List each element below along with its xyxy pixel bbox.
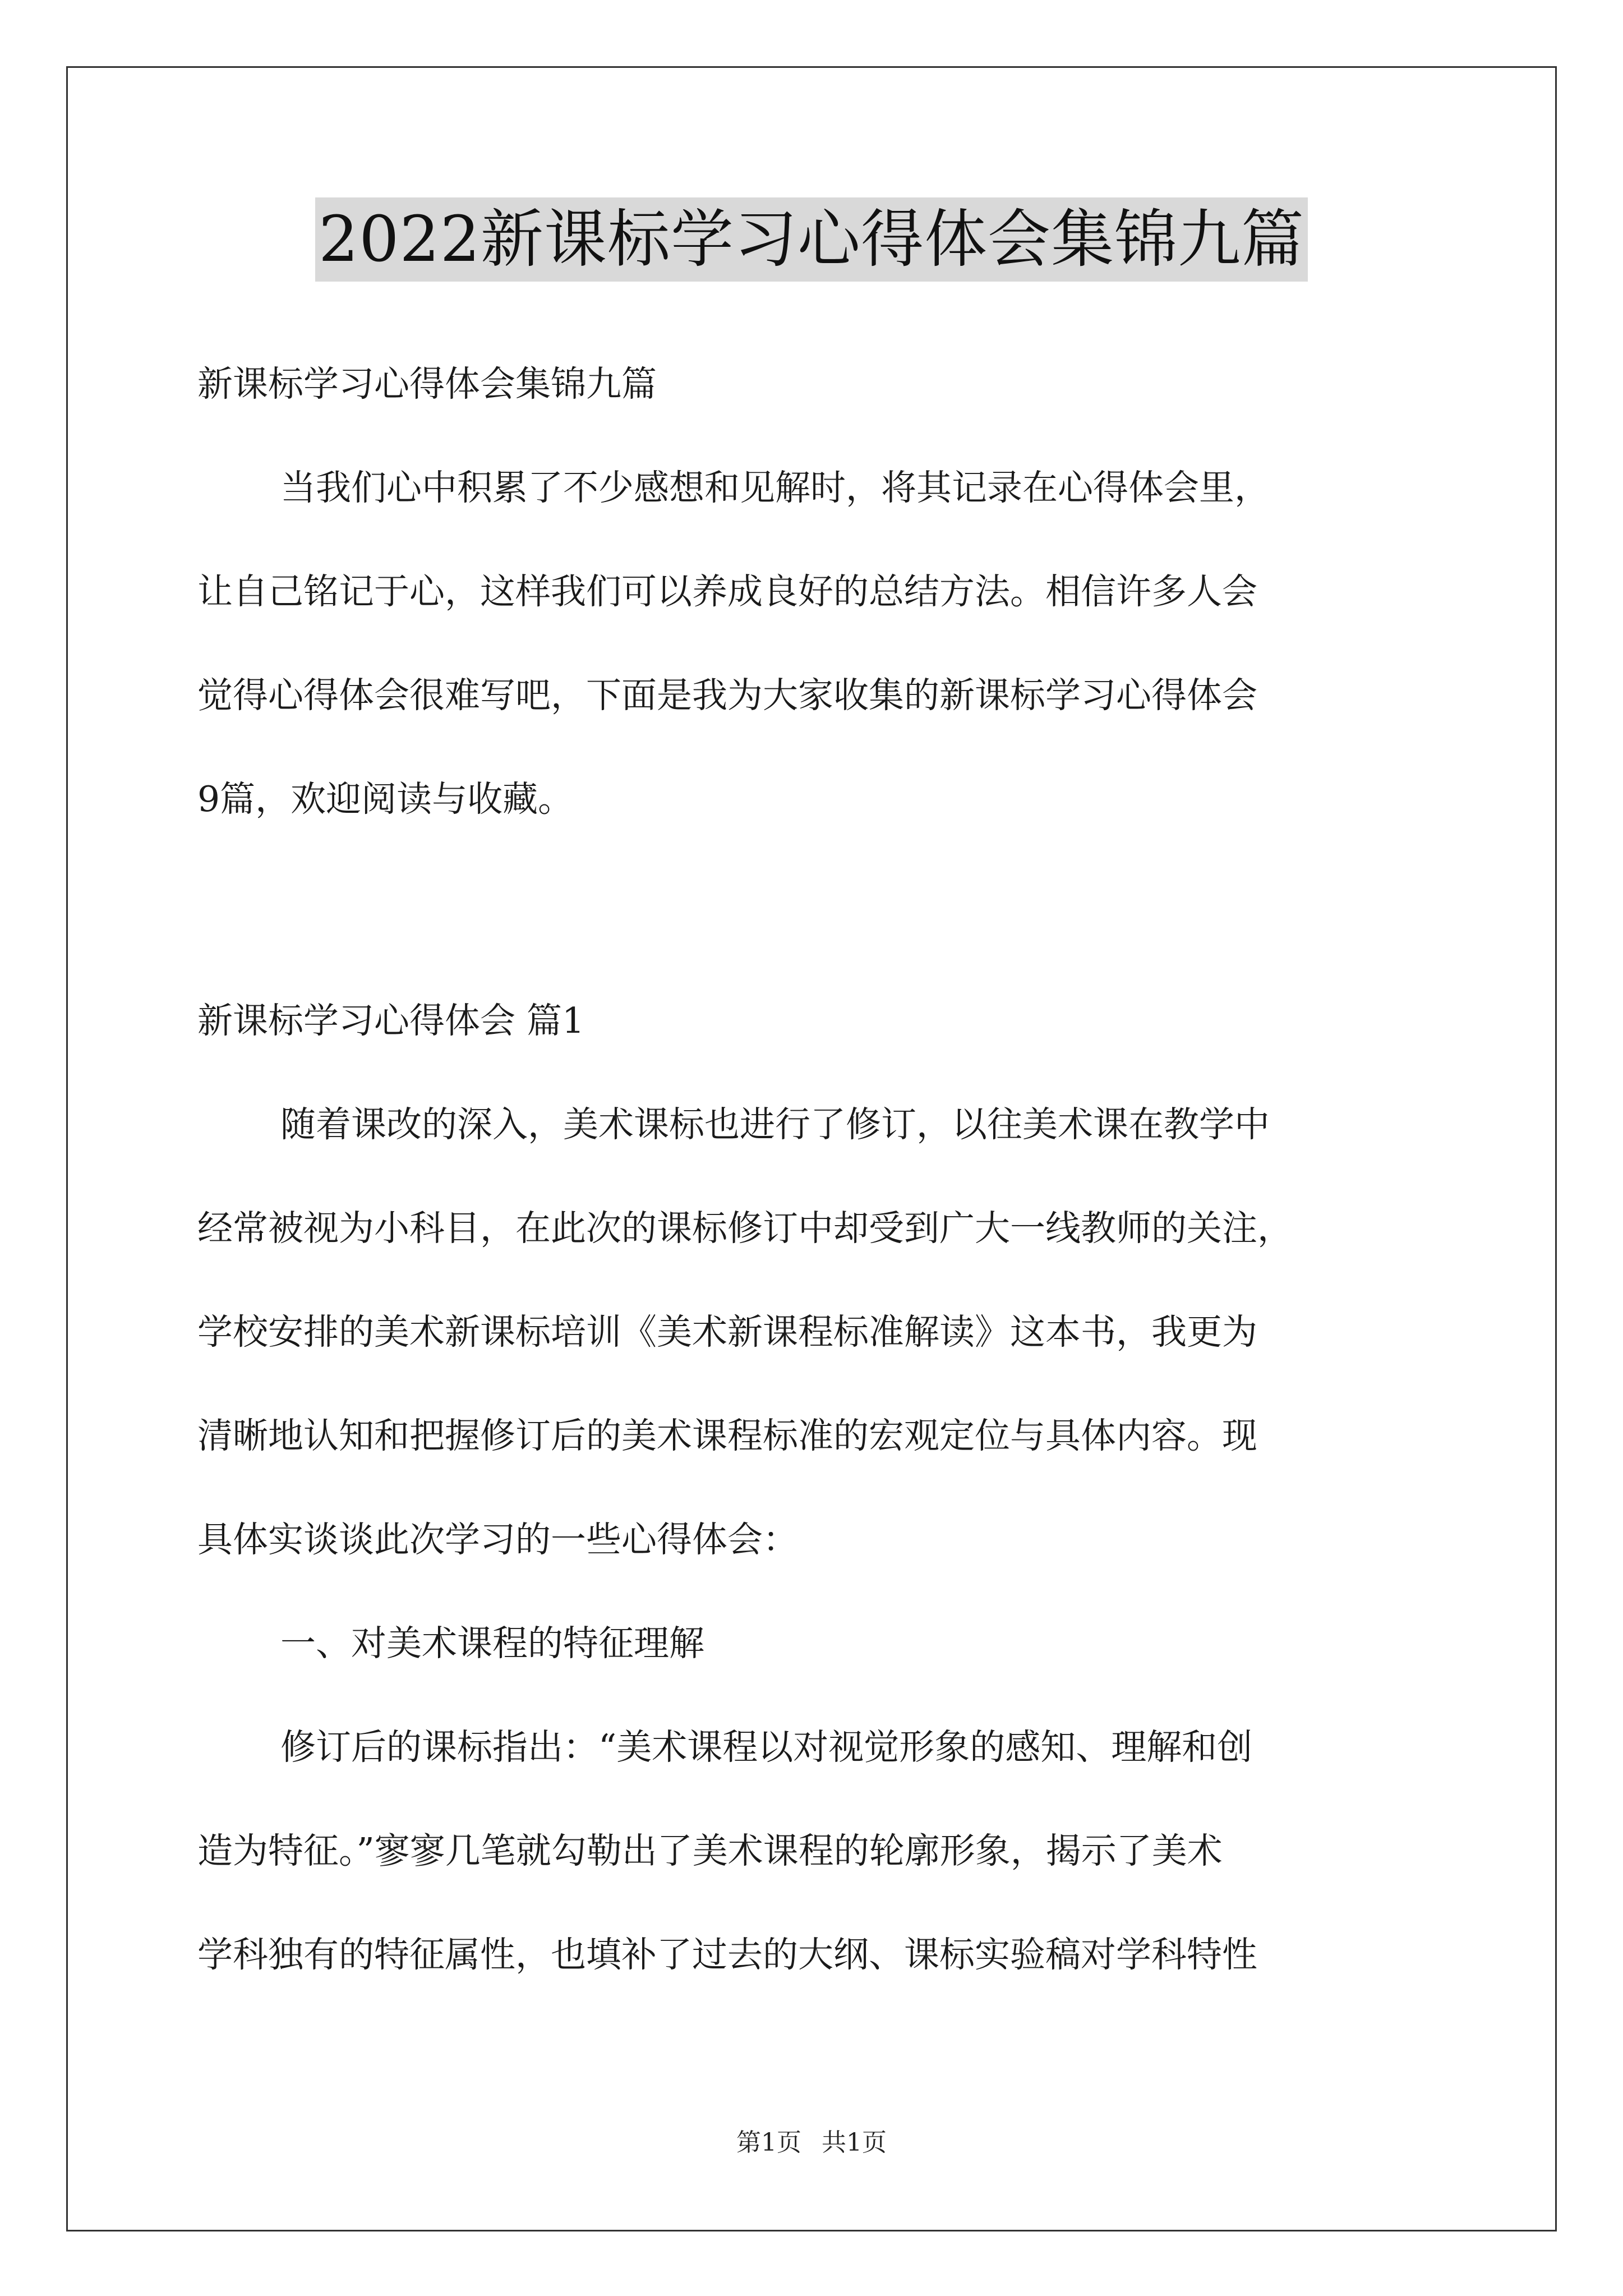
page-number: 第1页 [736,2128,801,2157]
intro-paragraph-line: 觉得心得体会很难写吧，下面是我为大家收集的新课标学习心得体会 [197,675,1257,716]
body-paragraph-line: 清晰地认知和把握修订后的美术课程标准的宏观定位与具体内容。现 [197,1415,1257,1456]
body-paragraph-line: 随着课改的深入，美术课标也进行了修订，以往美术课在教学中 [280,1104,1270,1145]
intro-paragraph-line: 让自己铭记于心，这样我们可以养成良好的总结方法。相信许多人会 [197,571,1257,612]
intro-paragraph-line: 当我们心中积累了不少感想和见解时，将其记录在心得体会里， [280,467,1270,508]
page-footer [0,2126,1623,2160]
intro-paragraph-line: 9篇，欢迎阅读与收藏。 [197,779,574,820]
subtitle-line: 新课标学习心得体会集锦九篇 [197,364,657,404]
section-heading: 新课标学习心得体会 篇1 [197,1000,585,1041]
page-total: 共1页 [822,2128,887,2157]
body-paragraph-line: 经常被视为小科目，在此次的课标修订中却受到广大一线教师的关注， [197,1208,1293,1249]
title-block [0,197,1623,282]
body-paragraph-line: 造为特征。”寥寥几笔就勾勒出了美术课程的轮廓形象，揭示了美术 [197,1830,1223,1871]
body-paragraph-line: 学校安排的美术新课标培训《美术新课程标准解读》这本书，我更为 [197,1312,1257,1352]
body-paragraph-line: 修订后的课标指出：“美术课程以对视觉形象的感知、理解和创 [280,1727,1253,1768]
body-paragraph-line: 学科独有的特征属性，也填补了过去的大纲、课标实验稿对学科特性 [197,1934,1257,1975]
subsection-heading: 一、对美术课程的特征理解 [280,1623,704,1664]
document-title: 2022新课标学习心得体会集锦九篇 [315,197,1308,282]
body-paragraph-line: 具体实谈谈此次学习的一些心得体会： [197,1519,798,1560]
